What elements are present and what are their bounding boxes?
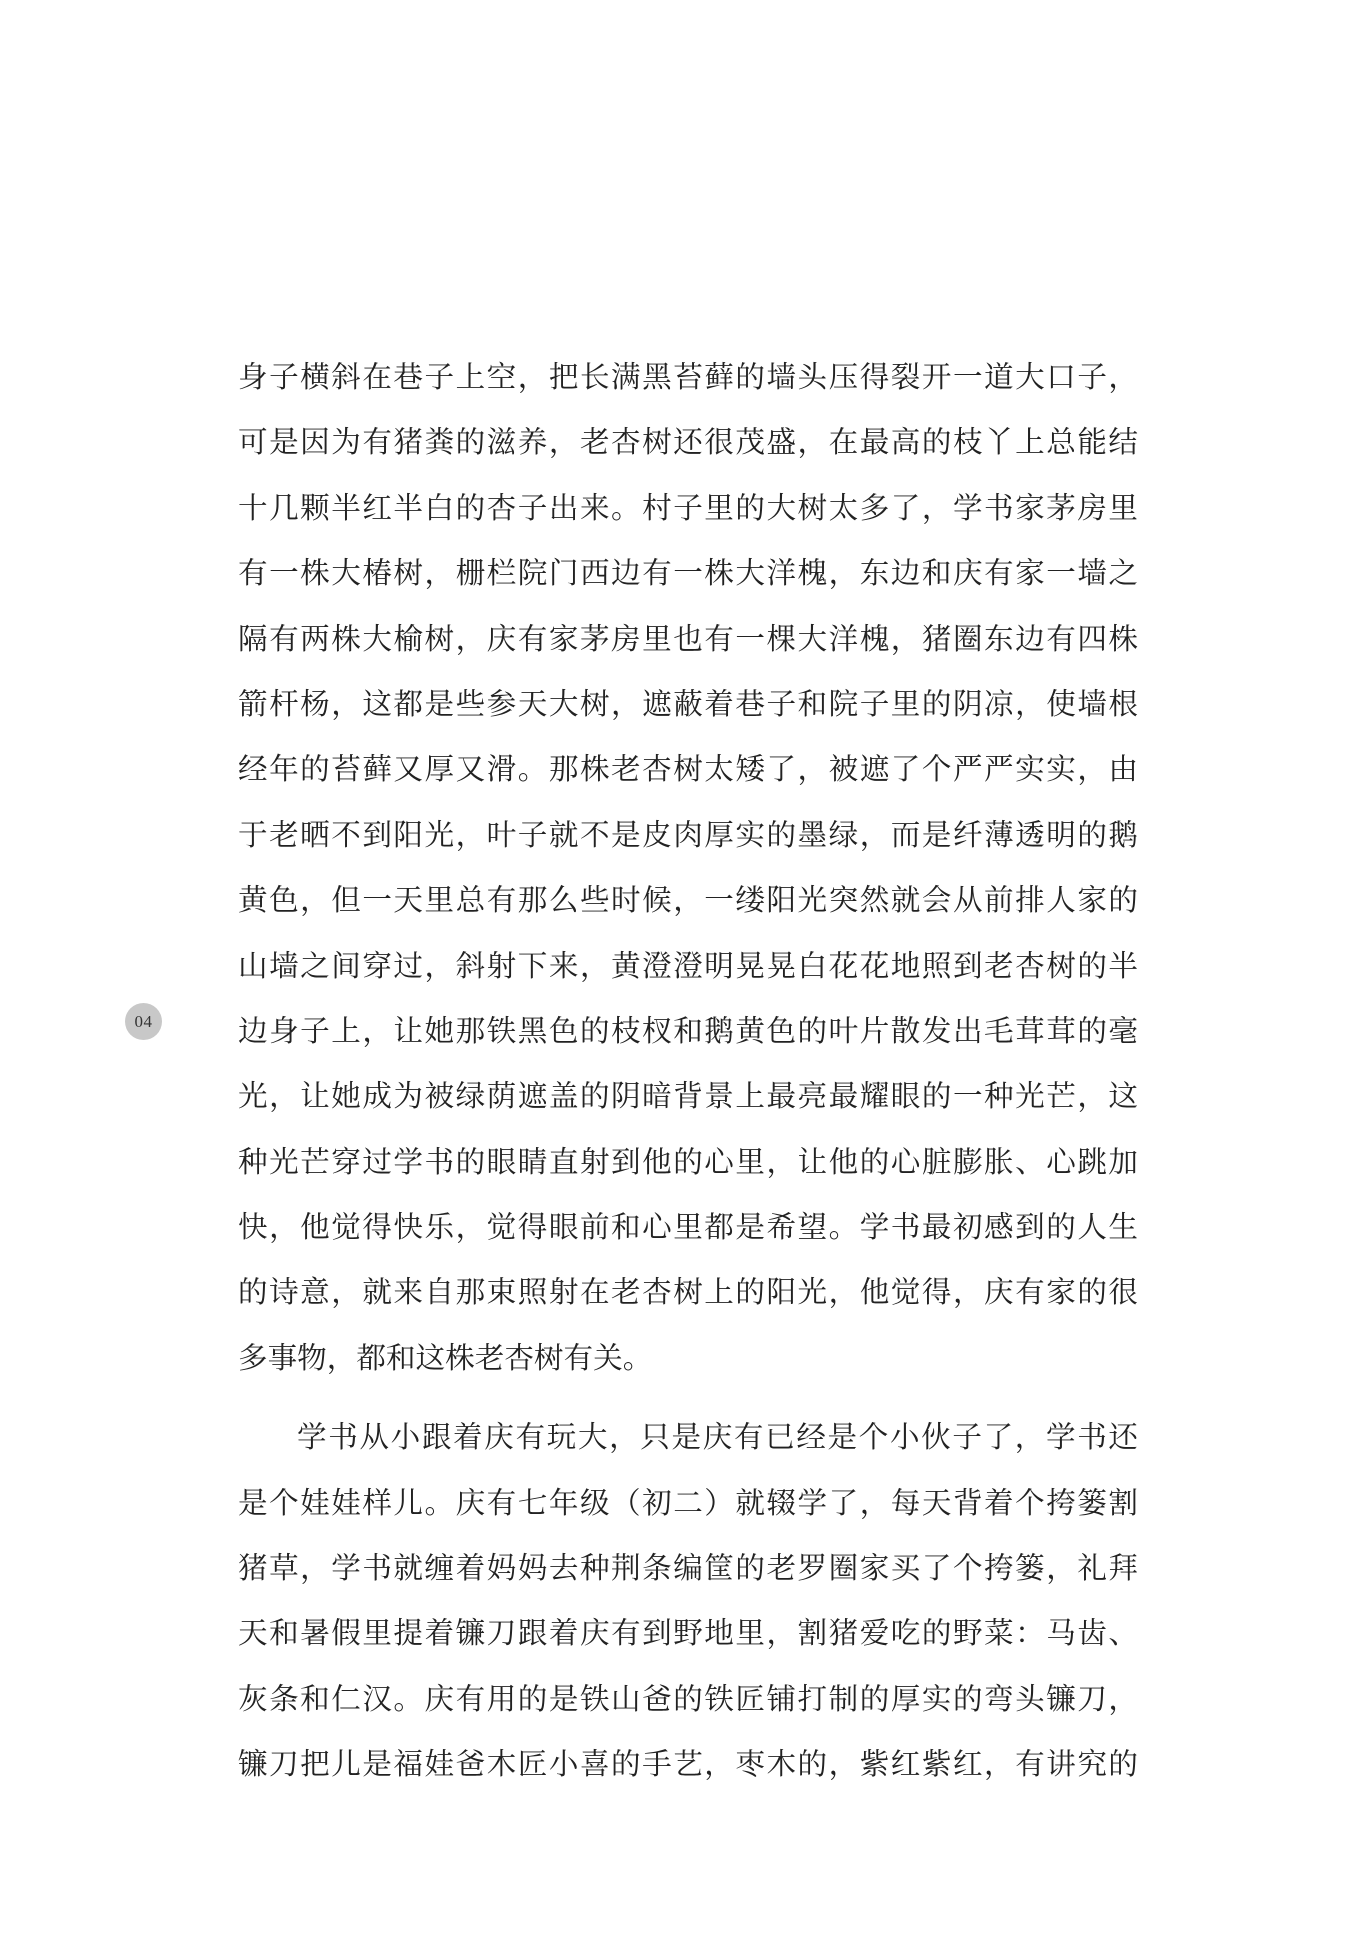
paragraph-gap <box>238 1391 1138 1405</box>
text-line: 可是因为有猪粪的滋养，老杏树还很茂盛，在最高的枝丫上总能结 <box>238 425 1138 460</box>
text-line: 镰刀把儿是福娃爸木匠小喜的手艺，枣木的，紫红紫红，有讲究的 <box>238 1747 1138 1782</box>
text-line: 快，他觉得快乐，觉得眼前和心里都是希望。学书最初感到的人生 <box>238 1210 1138 1245</box>
text-line: 天和暑假里提着镰刀跟着庆有到野地里，割猪爱吃的野菜：马齿、 <box>238 1616 1138 1651</box>
text-line: 光，让她成为被绿荫遮盖的阴暗背景上最亮最耀眼的一种光芒，这 <box>238 1079 1138 1114</box>
text-line: 经年的苔藓又厚又滑。那株老杏树太矮了，被遮了个严严实实，由 <box>238 752 1138 787</box>
text-line: 多事物，都和这株老杏树有关。 <box>238 1340 653 1375</box>
text-line: 于老晒不到阳光，叶子就不是皮肉厚实的墨绿，而是纤薄透明的鹅 <box>238 817 1138 852</box>
text-line: 黄色，但一天里总有那么些时候，一缕阳光突然就会从前排人家的 <box>238 883 1138 918</box>
text-line: 边身子上，让她那铁黑色的枝杈和鹅黄色的叶片散发出毛茸茸的毫 <box>238 1013 1138 1048</box>
text-line: 灰条和仁汉。庆有用的是铁山爸的铁匠铺打制的厚实的弯头镰刀， <box>238 1681 1138 1716</box>
text-line: 学书从小跟着庆有玩大，只是庆有已经是个小伙子了，学书还 <box>297 1420 1138 1455</box>
paragraph-2 <box>238 1405 1138 1797</box>
body-text <box>238 345 1138 1798</box>
text-line: 山墙之间穿过，斜射下来，黄澄澄明晃晃白花花地照到老杏树的半 <box>238 948 1138 983</box>
paragraph-1 <box>238 345 1138 1391</box>
text-line: 有一株大椿树，栅栏院门西边有一株大洋槐，东边和庆有家一墙之 <box>238 556 1138 591</box>
text-line: 身子横斜在巷子上空，把长满黑苔藓的墙头压得裂开一道大口子， <box>238 360 1138 394</box>
text-line: 的诗意，就来自那束照射在老杏树上的阳光，他觉得，庆有家的很 <box>238 1275 1138 1310</box>
page-number: 04 <box>134 1011 153 1031</box>
text-line: 种光芒穿过学书的眼睛直射到他的心里，让他的心脏膨胀、心跳加 <box>238 1144 1138 1179</box>
text-line: 猪草，学书就缠着妈妈去种荆条编筐的老罗圈家买了个挎篓，礼拜 <box>238 1551 1138 1586</box>
text-line: 箭杆杨，这都是些参天大树，遮蔽着巷子和院子里的阴凉，使墙根 <box>238 686 1138 721</box>
page-number-badge <box>125 1003 162 1040</box>
text-line: 是个娃娃样儿。庆有七年级（初二）就辍学了，每天背着个挎篓割 <box>238 1485 1138 1520</box>
text-line: 隔有两株大榆树，庆有家茅房里也有一棵大洋槐，猪圈东边有四株 <box>238 621 1138 656</box>
text-line: 十几颗半红半白的杏子出来。村子里的大树太多了，学书家茅房里 <box>238 490 1138 525</box>
